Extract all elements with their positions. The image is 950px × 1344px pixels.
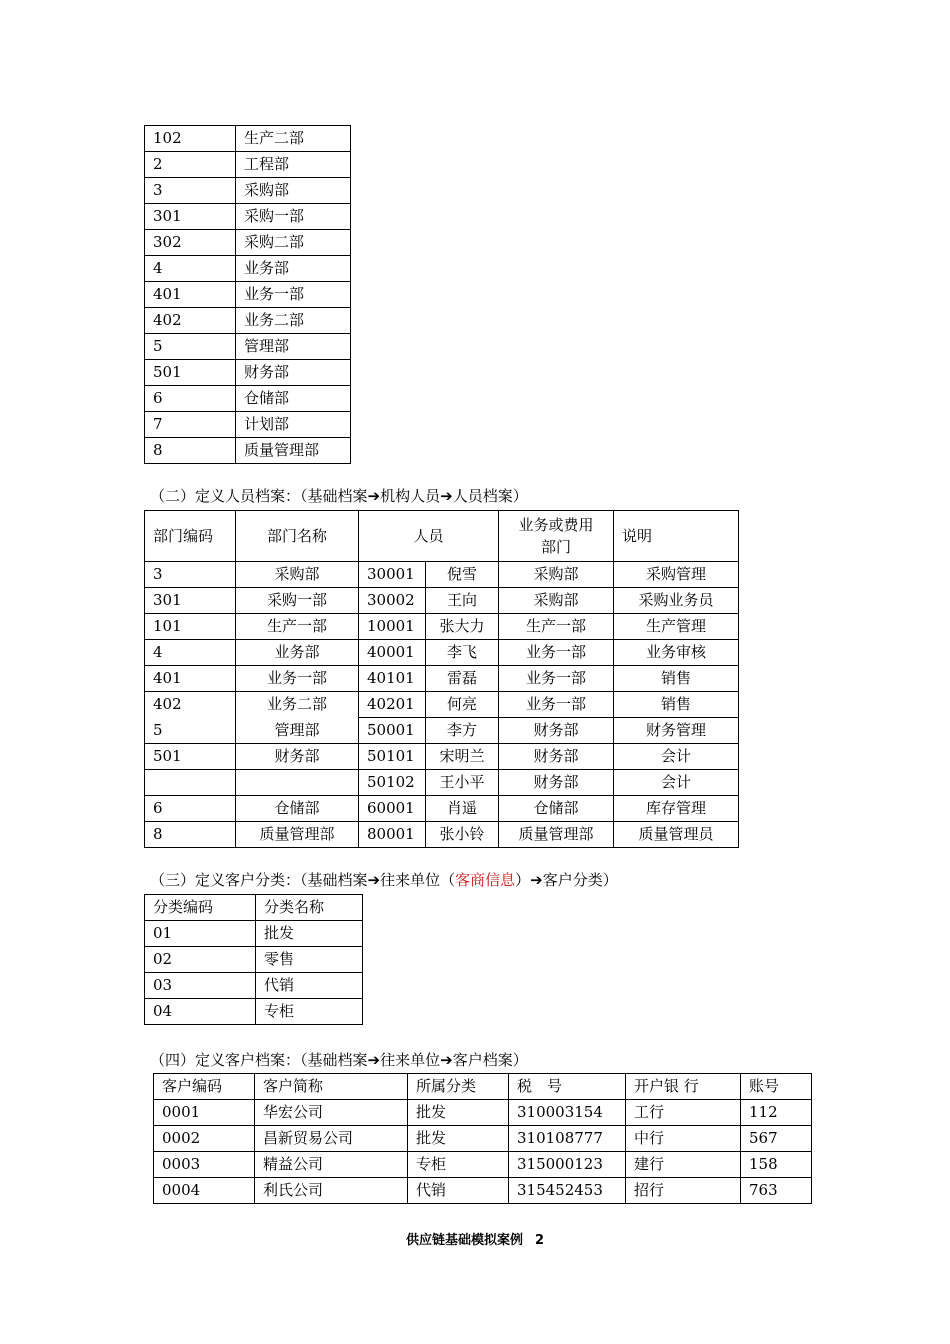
person-code-cell: 50101	[359, 744, 426, 770]
table-row	[145, 640, 739, 666]
dept-code-cell: 6	[145, 386, 236, 412]
category-cell: 批发	[408, 1126, 509, 1152]
dept-code-cell: 402	[145, 308, 236, 334]
note-cell: 生产管理	[614, 614, 739, 640]
header-dept-name: 部门名称	[236, 511, 359, 562]
biz-dept-cell: 生产一部	[499, 614, 614, 640]
table-row	[145, 718, 739, 744]
dept-code-cell: 4	[145, 256, 236, 282]
dept-name-cell: 采购部	[236, 178, 351, 204]
table-row	[145, 614, 739, 640]
note-cell: 会计	[614, 744, 739, 770]
dept-name-cell: 财务部	[236, 744, 359, 770]
table-row	[145, 178, 351, 204]
column-header: 税 号	[509, 1074, 626, 1100]
dept-name-cell: 管理部	[236, 718, 359, 744]
person-name-cell: 张大力	[426, 614, 499, 640]
table-row	[145, 973, 363, 999]
customer-code-cell: 0002	[154, 1126, 255, 1152]
customer-name-cell: 利氏公司	[255, 1178, 408, 1204]
dept-code-cell: 302	[145, 230, 236, 256]
page-number: 2	[534, 1233, 545, 1248]
dept-name-cell: 仓储部	[236, 796, 359, 822]
person-name-cell: 雷磊	[426, 666, 499, 692]
header-note: 说明	[614, 511, 739, 562]
dept-code-cell: 301	[145, 204, 236, 230]
table-row	[145, 412, 351, 438]
dept-code-cell: 501	[145, 360, 236, 386]
dept-code-cell: 4	[145, 640, 236, 666]
note-cell: 财务管理	[614, 718, 739, 744]
biz-dept-cell: 业务一部	[499, 640, 614, 666]
table-row	[145, 360, 351, 386]
table-row	[145, 744, 739, 770]
table-row	[145, 822, 739, 848]
dept-name-cell: 质量管理部	[236, 438, 351, 464]
column-header: 分类编码	[145, 895, 256, 921]
personnel-table-body	[145, 562, 739, 848]
section2-heading: （二）定义人员档案：（基础档案➔机构人员➔人员档案）	[150, 487, 528, 505]
table-row	[145, 947, 363, 973]
bank-cell: 招行	[626, 1178, 741, 1204]
table-header-row	[145, 895, 363, 921]
column-header: 客户编码	[154, 1074, 255, 1100]
dept-name-cell: 业务部	[236, 256, 351, 282]
header-biz-dept: 业务或费用 部门	[499, 511, 614, 562]
table-row	[154, 1178, 812, 1204]
person-code-cell: 50102	[359, 770, 426, 796]
customer-category-table-body	[145, 895, 363, 1025]
note-cell: 采购管理	[614, 562, 739, 588]
department-table	[144, 125, 351, 464]
biz-dept-cell: 采购部	[499, 588, 614, 614]
dept-code-cell: 402	[145, 692, 236, 718]
dept-name-cell: 采购一部	[236, 204, 351, 230]
arrow-icon: ➔	[367, 871, 381, 889]
biz-dept-cell: 质量管理部	[499, 822, 614, 848]
category-cell: 专柜	[408, 1152, 509, 1178]
tax-id-cell: 315452453	[509, 1178, 626, 1204]
dept-code-cell: 6	[145, 796, 236, 822]
account-cell: 567	[741, 1126, 812, 1152]
dept-name-cell: 采购部	[236, 562, 359, 588]
dept-name-cell	[236, 770, 359, 796]
category-cell: 代销	[408, 1178, 509, 1204]
dept-name-cell: 财务部	[236, 360, 351, 386]
biz-dept-cell: 业务一部	[499, 692, 614, 718]
bank-cell: 工行	[626, 1100, 741, 1126]
dept-code-cell: 8	[145, 822, 236, 848]
biz-dept-cell: 仓储部	[499, 796, 614, 822]
person-name-cell: 倪雪	[426, 562, 499, 588]
dept-name-cell: 业务部	[236, 640, 359, 666]
bank-cell: 建行	[626, 1152, 741, 1178]
column-header: 分类名称	[256, 895, 363, 921]
person-code-cell: 40101	[359, 666, 426, 692]
customer-code-cell: 0003	[154, 1152, 255, 1178]
merchant-info-highlight: 客商信息	[455, 871, 516, 889]
customer-name-cell: 华宏公司	[255, 1100, 408, 1126]
category-name-cell: 代销	[256, 973, 363, 999]
column-header: 账号	[741, 1074, 812, 1100]
person-code-cell: 50001	[359, 718, 426, 744]
table-row	[145, 921, 363, 947]
customer-name-cell: 精益公司	[255, 1152, 408, 1178]
dept-code-cell: 401	[145, 282, 236, 308]
arrow-icon: ➔	[367, 487, 381, 505]
person-name-cell: 肖遥	[426, 796, 499, 822]
dept-code-cell: 501	[145, 744, 236, 770]
tax-id-cell: 310003154	[509, 1100, 626, 1126]
customer-code-cell: 0001	[154, 1100, 255, 1126]
arrow-icon: ➔	[530, 871, 543, 889]
customer-name-cell: 昌新贸易公司	[255, 1126, 408, 1152]
arrow-icon: ➔	[440, 1051, 453, 1069]
dept-code-cell: 7	[145, 412, 236, 438]
dept-name-cell: 业务一部	[236, 282, 351, 308]
table-row	[145, 126, 351, 152]
table-row	[145, 692, 739, 718]
table-row	[154, 1152, 812, 1178]
dept-name-cell: 管理部	[236, 334, 351, 360]
category-code-cell: 03	[145, 973, 256, 999]
note-cell: 会计	[614, 770, 739, 796]
arrow-icon: ➔	[367, 1051, 381, 1069]
account-cell: 158	[741, 1152, 812, 1178]
dept-code-cell: 5	[145, 718, 236, 744]
dept-code-cell: 401	[145, 666, 236, 692]
table-row	[145, 152, 351, 178]
person-name-cell: 宋明兰	[426, 744, 499, 770]
person-name-cell: 何亮	[426, 692, 499, 718]
table-row	[145, 588, 739, 614]
dept-code-cell	[145, 770, 236, 796]
account-cell: 763	[741, 1178, 812, 1204]
dept-name-cell: 生产一部	[236, 614, 359, 640]
table-row	[145, 282, 351, 308]
table-row	[145, 796, 739, 822]
category-code-cell: 01	[145, 921, 256, 947]
table-row	[145, 562, 739, 588]
dept-name-cell: 业务二部	[236, 692, 359, 718]
page-footer	[0, 1229, 950, 1248]
note-cell: 采购业务员	[614, 588, 739, 614]
category-code-cell: 02	[145, 947, 256, 973]
table-row	[145, 334, 351, 360]
personnel-table	[144, 510, 739, 848]
biz-dept-cell: 财务部	[499, 718, 614, 744]
person-name-cell: 李方	[426, 718, 499, 744]
note-cell: 质量管理员	[614, 822, 739, 848]
dept-name-cell: 仓储部	[236, 386, 351, 412]
category-name-cell: 批发	[256, 921, 363, 947]
column-header: 客户简称	[255, 1074, 408, 1100]
dept-code-cell: 3	[145, 562, 236, 588]
note-cell: 销售	[614, 666, 739, 692]
table-row	[145, 204, 351, 230]
header-person: 人员	[359, 511, 499, 562]
table-row	[145, 999, 363, 1025]
table-row	[145, 386, 351, 412]
table-row	[145, 308, 351, 334]
person-code-cell: 30002	[359, 588, 426, 614]
dept-name-cell: 工程部	[236, 152, 351, 178]
biz-dept-cell: 财务部	[499, 770, 614, 796]
biz-dept-cell: 财务部	[499, 744, 614, 770]
section3-heading: （三）定义客户分类：（基础档案➔往来单位（客商信息）➔客户分类）	[150, 871, 618, 889]
dept-code-cell: 101	[145, 614, 236, 640]
dept-name-cell: 业务一部	[236, 666, 359, 692]
department-table-body	[145, 126, 351, 464]
note-cell: 业务审核	[614, 640, 739, 666]
person-name-cell: 王小平	[426, 770, 499, 796]
dept-code-cell: 301	[145, 588, 236, 614]
person-code-cell: 60001	[359, 796, 426, 822]
biz-dept-cell: 采购部	[499, 562, 614, 588]
dept-name-cell: 质量管理部	[236, 822, 359, 848]
category-name-cell: 专柜	[256, 999, 363, 1025]
category-cell: 批发	[408, 1100, 509, 1126]
column-header: 所属分类	[408, 1074, 509, 1100]
header-dept-code: 部门编码	[145, 511, 236, 562]
person-code-cell: 80001	[359, 822, 426, 848]
tax-id-cell: 315000123	[509, 1152, 626, 1178]
arrow-icon: ➔	[440, 487, 453, 505]
person-code-cell: 10001	[359, 614, 426, 640]
person-code-cell: 40201	[359, 692, 426, 718]
account-cell: 112	[741, 1100, 812, 1126]
person-name-cell: 王向	[426, 588, 499, 614]
table-row	[145, 666, 739, 692]
dept-name-cell: 业务二部	[236, 308, 351, 334]
person-name-cell: 李飞	[426, 640, 499, 666]
dept-name-cell: 采购一部	[236, 588, 359, 614]
column-header: 开户银 行	[626, 1074, 741, 1100]
bank-cell: 中行	[626, 1126, 741, 1152]
section4-heading: （四）定义客户档案：（基础档案➔往来单位➔客户档案）	[150, 1051, 528, 1069]
table-header-row	[154, 1074, 812, 1100]
customer-category-table	[144, 894, 363, 1025]
dept-code-cell: 8	[145, 438, 236, 464]
dept-code-cell: 5	[145, 334, 236, 360]
person-code-cell: 30001	[359, 562, 426, 588]
table-row	[145, 230, 351, 256]
dept-name-cell: 生产二部	[236, 126, 351, 152]
person-code-cell: 40001	[359, 640, 426, 666]
note-cell: 销售	[614, 692, 739, 718]
dept-code-cell: 2	[145, 152, 236, 178]
tax-id-cell: 310108777	[509, 1126, 626, 1152]
biz-dept-cell: 业务一部	[499, 666, 614, 692]
dept-name-cell: 采购二部	[236, 230, 351, 256]
table-row	[145, 256, 351, 282]
customer-archive-table	[153, 1073, 812, 1204]
footer-title: 供应链基础模拟案例	[405, 1233, 523, 1248]
table-row	[145, 438, 351, 464]
customer-code-cell: 0004	[154, 1178, 255, 1204]
category-code-cell: 04	[145, 999, 256, 1025]
table-row	[154, 1100, 812, 1126]
category-name-cell: 零售	[256, 947, 363, 973]
customer-archive-table-body	[154, 1074, 812, 1204]
table-row	[145, 770, 739, 796]
dept-name-cell: 计划部	[236, 412, 351, 438]
dept-code-cell: 102	[145, 126, 236, 152]
table-row	[154, 1126, 812, 1152]
person-name-cell: 张小铃	[426, 822, 499, 848]
dept-code-cell: 3	[145, 178, 236, 204]
note-cell: 库存管理	[614, 796, 739, 822]
